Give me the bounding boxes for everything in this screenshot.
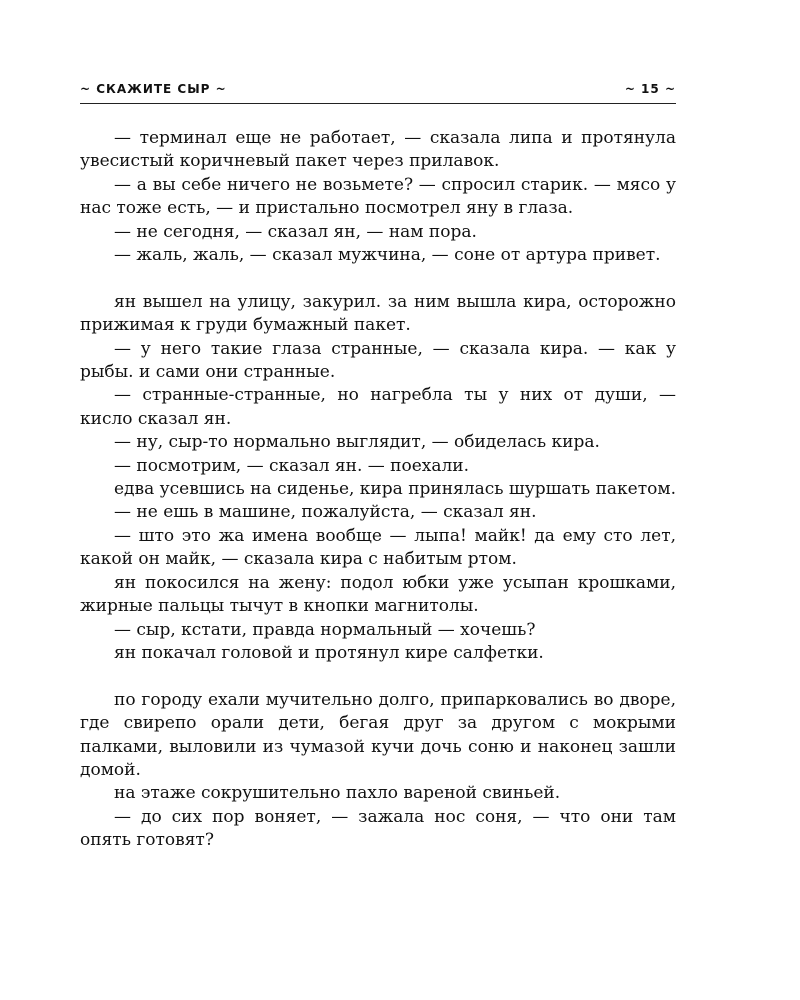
- paragraph: — не ешь в машине, пожалуйста, — сказал ян.: [114, 502, 537, 523]
- header-rule: [80, 103, 676, 104]
- paragraph: — не сегодня, — сказал ян, — нам пора.: [114, 221, 477, 242]
- paragraph: — посмотрим, — сказал ян. — поехали.: [114, 455, 470, 476]
- paragraph: — што это жа имена вообще — лыпа! майк! да ему сто лет, какой он майк, — сказала кира с набитым ртом.: [80, 525, 676, 570]
- paragraph: ян покосился на жену: подол юбки уже усыпан крошками, жирные пальцы тычут в кнопки магнитолы.: [80, 572, 676, 617]
- section-break: [80, 267, 676, 290]
- paragraph: на этаже сокрушительно пахло вареной свиньей.: [114, 783, 561, 804]
- book-title: ~ СКАЖИТЕ СЫР ~: [80, 82, 227, 96]
- paragraph: — до сих пор воняет, — зажала нос соня, — что они там опять готовят?: [80, 806, 676, 851]
- section-break: [80, 665, 676, 688]
- paragraph: — странные-странные, но нагребла ты у них от души, — кисло сказал ян.: [80, 385, 676, 429]
- paragraph: — ну, сыр-то нормально выглядит, — обиделась кира.: [114, 432, 600, 453]
- paragraph: — а вы себе ничего не возьмете? — спросил старик. — мясо у нас тоже есть, — и пристально посмотрел яну в глаза.: [80, 174, 676, 219]
- paragraph: ян вышел на улицу, закурил. за ним вышла кира, осторожно прижимая к груди бумажный пакет.: [80, 291, 676, 336]
- paragraph: — сыр, кстати, правда нормальный — хочешь?: [114, 619, 536, 640]
- body-text: [80, 127, 676, 853]
- paragraph: по городу ехали мучительно долго, припарковались во дворе, где свирепо орали дети, бегая друг за другом с мокрыми палками, выловили из чумазой кучи дочь соню и наконец зашли домой.: [80, 689, 676, 780]
- page-number: ~ 15 ~: [624, 82, 676, 96]
- running-header: [80, 76, 676, 100]
- paragraph: — терминал еще не работает, — сказала липа и протянула увесистый коричневый пакет через прилавок.: [80, 128, 676, 172]
- paragraph: — у него такие глаза странные, — сказала кира. — как у рыбы. и сами они странные.: [80, 338, 676, 383]
- paragraph: — жаль, жаль, — сказал мужчина, — соне от артура привет.: [114, 245, 661, 266]
- paragraph: ян покачал головой и протянул кире салфетки.: [114, 642, 544, 663]
- paragraph: едва усевшись на сиденье, кира принялась шуршать пакетом.: [114, 479, 677, 500]
